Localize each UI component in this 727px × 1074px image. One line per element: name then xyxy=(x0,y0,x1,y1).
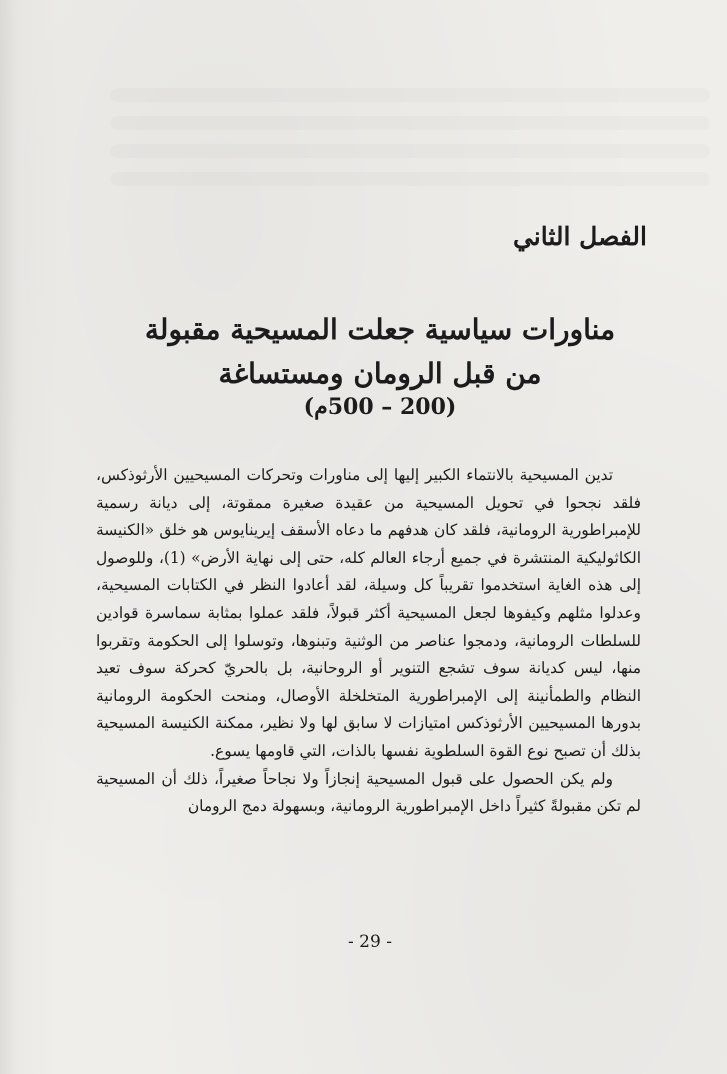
chapter-label: الفصل الثاني xyxy=(512,222,647,251)
chapter-title: مناورات سياسية جعلت المسيحية مقبولة من قبل الرومان ومستساغة xyxy=(144,313,616,390)
bleed-through-line xyxy=(110,88,710,102)
bleed-through-line xyxy=(110,172,710,186)
bleed-through-line xyxy=(110,144,710,158)
paragraph: تدين المسيحية بالانتماء الكبير إليها إلى مناورات وتحركات المسيحيين الأرثوذكس، فلقد نجحوا في تحويل المسيحية من عقيدة صغيرة ممقوتة، إلى ديانة رسمية للإمبراطورية الرومانية، فلقد كان هدفهم ما دعاه الأسقف إيرينايوس هو خلق «الكنيسة الكاثوليكية المنتشرة في جميع أرجاء العالم كله، حتى إلى نهاية الأرض» (1)، وللوصول إلى هذه الغاية استخدموا تقريباً كل وسيلة، لقد أعادوا النظر في الكتابات المسيحية، وعدلوا مثلهم وكيفوها لجعل المسيحية أكثر قبولاً، فلقد عملوا بمثابة سماسرة قوادين للسلطات الرومانية، ودمجوا عناصر من الوثنية وتبنوها، وتوسلوا إلى الحكومة وتقربوا منها، ليس كديانة سوف تشجع التنوير أو الروحانية، بل بالحريّ كحركة سوف تعيد النظام والطمأنينة إلى الإمبراطورية المتخلخلة الأوصال، ومنحت الحكومة الرومانية بدورها المسيحيين الأرثوذكس امتيازات لا سابق لها ولا نظير، ممكنة الكنيسة المسيحية بذلك أن تصبح نوع القوة السلطوية نفسها بالذات، التي قاومها يسوع. xyxy=(96,466,641,760)
page-number: - 29 - xyxy=(348,932,392,952)
body-text xyxy=(96,462,641,821)
bleed-through-line xyxy=(110,116,710,130)
paragraph: ولم يكن الحصول على قبول المسيحية إنجازاً ولا نجاحاً صغيراً، ذلك أن المسيحية لم تكن مقبولةً كثيراً داخل الإمبراطورية الرومانية، وبسهولة دمج الرومان xyxy=(96,769,641,816)
date-range: (200 – 500م) xyxy=(303,394,457,420)
